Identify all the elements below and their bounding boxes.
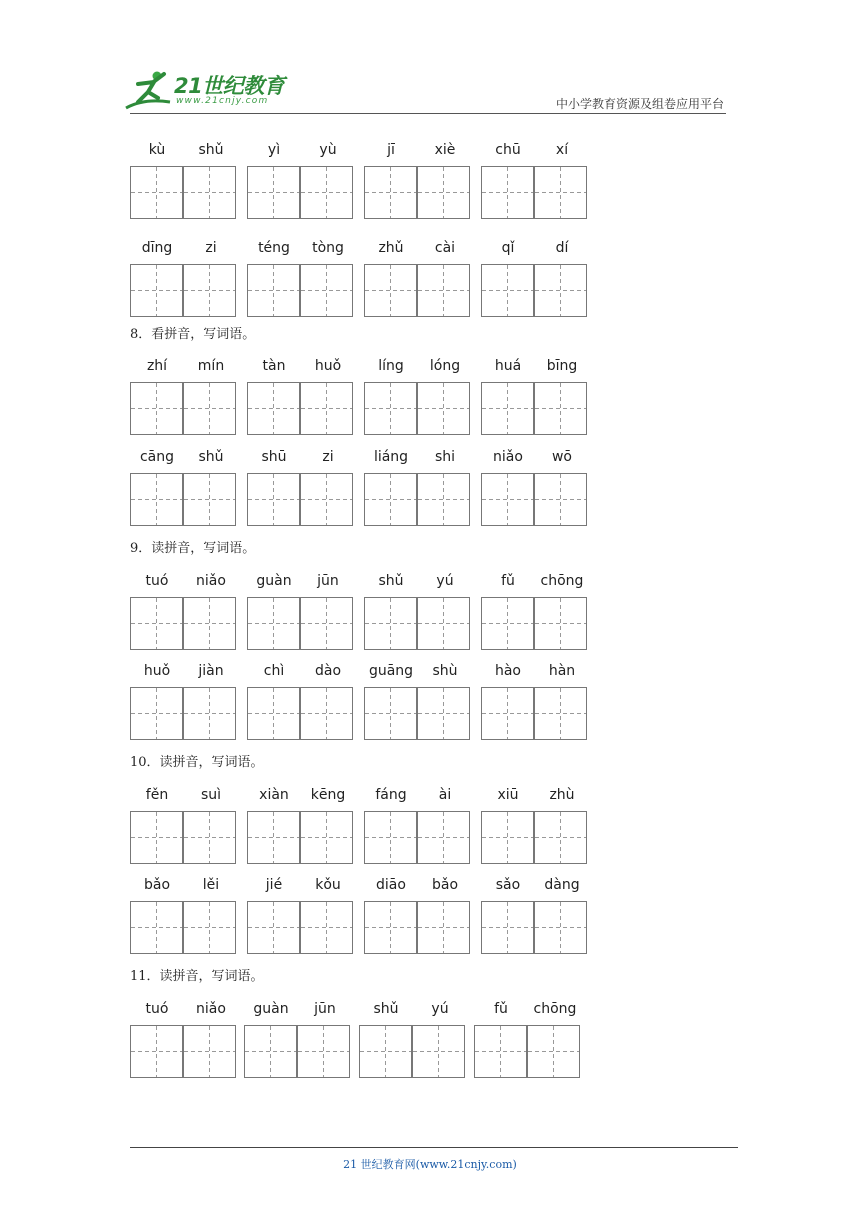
pinyin-label: zhǔ bbox=[378, 240, 404, 256]
writing-grid-cell[interactable] bbox=[300, 901, 353, 954]
pinyin-label: chōng bbox=[540, 573, 584, 589]
writing-grid-cell[interactable] bbox=[481, 901, 534, 954]
pinyin-label: niǎo bbox=[196, 573, 226, 589]
writing-grid-cell[interactable] bbox=[247, 382, 300, 435]
writing-grid-cell[interactable] bbox=[247, 687, 300, 740]
pinyin-label: bǎo bbox=[143, 877, 171, 893]
pinyin-row bbox=[130, 447, 600, 527]
pinyin-label: jūn bbox=[317, 573, 339, 589]
writing-grid-cell[interactable] bbox=[417, 597, 470, 650]
pinyin-row bbox=[130, 875, 600, 955]
pinyin-label: jūn bbox=[314, 1001, 336, 1017]
pinyin-label: yú bbox=[436, 573, 454, 589]
word-box bbox=[481, 875, 589, 955]
writing-grid-cell[interactable] bbox=[364, 473, 417, 526]
word-box bbox=[481, 785, 589, 865]
writing-grid-cell[interactable] bbox=[364, 166, 417, 219]
word-box bbox=[247, 140, 355, 220]
writing-grid-cell[interactable] bbox=[183, 597, 236, 650]
writing-grid-cell[interactable] bbox=[474, 1025, 527, 1078]
word-box bbox=[130, 875, 238, 955]
writing-grid-cell[interactable] bbox=[481, 811, 534, 864]
pinyin-row bbox=[130, 785, 600, 865]
pinyin-label: dīng bbox=[141, 240, 173, 256]
pinyin-label: huǒ bbox=[143, 663, 171, 679]
pinyin-label: tàn bbox=[262, 358, 286, 374]
pinyin-label: dí bbox=[555, 240, 569, 256]
writing-grid-cell[interactable] bbox=[183, 1025, 236, 1078]
word-box bbox=[364, 661, 472, 741]
pinyin-row bbox=[130, 140, 600, 220]
pinyin-label: jī bbox=[387, 142, 395, 158]
writing-grid-cell[interactable] bbox=[364, 901, 417, 954]
word-box bbox=[247, 875, 355, 955]
pinyin-label: kù bbox=[148, 142, 166, 158]
pinyin-label: shi bbox=[434, 449, 456, 465]
writing-grid-cell[interactable] bbox=[481, 166, 534, 219]
word-box bbox=[130, 447, 238, 527]
writing-grid-cell[interactable] bbox=[183, 901, 236, 954]
pinyin-label: xiàn bbox=[259, 787, 289, 803]
writing-grid-cell[interactable] bbox=[244, 1025, 297, 1078]
pinyin-label: niǎo bbox=[493, 449, 523, 465]
writing-grid-cell[interactable] bbox=[534, 687, 587, 740]
question-title: 9．读拼音，写词语。 bbox=[130, 541, 256, 556]
pinyin-label: mín bbox=[197, 358, 225, 374]
word-box bbox=[247, 356, 355, 436]
pinyin-label: niǎo bbox=[196, 1001, 226, 1017]
question-title: 10．读拼音，写词语。 bbox=[130, 755, 264, 770]
writing-grid-cell[interactable] bbox=[534, 473, 587, 526]
writing-grid-cell[interactable] bbox=[297, 1025, 350, 1078]
pinyin-label: lóng bbox=[429, 358, 461, 374]
pinyin-label: líng bbox=[378, 358, 404, 374]
writing-grid-cell[interactable] bbox=[247, 811, 300, 864]
writing-grid-cell[interactable] bbox=[300, 597, 353, 650]
pinyin-label: bīng bbox=[546, 358, 578, 374]
word-box bbox=[130, 140, 238, 220]
writing-grid-cell[interactable] bbox=[534, 811, 587, 864]
pinyin-label: xí bbox=[555, 142, 569, 158]
word-box bbox=[481, 238, 589, 318]
pinyin-label: huǒ bbox=[314, 358, 342, 374]
pinyin-label: chōng bbox=[533, 1001, 577, 1017]
pinyin-label: jiàn bbox=[198, 663, 224, 679]
pinyin-row bbox=[130, 571, 600, 651]
pinyin-label: bǎo bbox=[431, 877, 459, 893]
pinyin-label: jié bbox=[265, 877, 283, 893]
writing-grid-cell[interactable] bbox=[130, 597, 183, 650]
pinyin-label: hào bbox=[494, 663, 522, 679]
pinyin-row bbox=[130, 356, 600, 436]
pinyin-label: shù bbox=[432, 663, 458, 679]
writing-grid-cell[interactable] bbox=[481, 597, 534, 650]
word-box bbox=[247, 238, 355, 318]
writing-grid-cell[interactable] bbox=[183, 382, 236, 435]
pinyin-label: shǔ bbox=[198, 449, 224, 465]
writing-grid-cell[interactable] bbox=[364, 811, 417, 864]
writing-grid-cell[interactable] bbox=[481, 473, 534, 526]
writing-grid-cell[interactable] bbox=[417, 166, 470, 219]
word-box bbox=[130, 785, 238, 865]
pinyin-label: shǔ bbox=[378, 573, 404, 589]
pinyin-label: liáng bbox=[373, 449, 409, 465]
writing-grid-cell[interactable] bbox=[247, 597, 300, 650]
word-box bbox=[130, 238, 238, 318]
pinyin-label: hàn bbox=[548, 663, 576, 679]
pinyin-label: shǔ bbox=[198, 142, 224, 158]
writing-grid-cell[interactable] bbox=[417, 901, 470, 954]
pinyin-label: diāo bbox=[376, 877, 406, 893]
writing-grid-cell[interactable] bbox=[130, 1025, 183, 1078]
logo-url: www.21cnjy.com bbox=[176, 96, 269, 106]
pinyin-label: qǐ bbox=[501, 240, 515, 256]
pinyin-label: zi bbox=[322, 449, 334, 465]
pinyin-row bbox=[130, 661, 600, 741]
writing-grid-cell[interactable] bbox=[130, 811, 183, 864]
writing-grid-cell[interactable] bbox=[300, 264, 353, 317]
writing-grid-cell[interactable] bbox=[300, 811, 353, 864]
writing-grid-cell[interactable] bbox=[417, 382, 470, 435]
writing-grid-cell[interactable] bbox=[364, 597, 417, 650]
pinyin-label: dào bbox=[314, 663, 342, 679]
question-title: 11．读拼音，写词语。 bbox=[130, 969, 264, 984]
pinyin-label: guàn bbox=[256, 573, 292, 589]
header-divider bbox=[130, 113, 726, 114]
pinyin-label: wō bbox=[551, 449, 572, 465]
writing-grid-cell[interactable] bbox=[364, 264, 417, 317]
writing-grid-cell[interactable] bbox=[130, 901, 183, 954]
pinyin-label: sǎo bbox=[495, 877, 521, 893]
word-box bbox=[247, 447, 355, 527]
pinyin-label: tòng bbox=[312, 240, 344, 256]
writing-grid-cell[interactable] bbox=[481, 687, 534, 740]
logo bbox=[124, 68, 294, 114]
writing-grid-cell[interactable] bbox=[300, 382, 353, 435]
pinyin-row bbox=[130, 999, 600, 1079]
writing-grid-cell[interactable] bbox=[364, 382, 417, 435]
word-box bbox=[364, 140, 472, 220]
pinyin-label: guàn bbox=[253, 1001, 289, 1017]
writing-grid-cell[interactable] bbox=[247, 901, 300, 954]
writing-grid-cell[interactable] bbox=[417, 473, 470, 526]
pinyin-label: zhù bbox=[549, 787, 575, 803]
writing-grid-cell[interactable] bbox=[534, 597, 587, 650]
word-box bbox=[247, 661, 355, 741]
writing-grid-cell[interactable] bbox=[412, 1025, 465, 1078]
pinyin-label: shǔ bbox=[373, 1001, 399, 1017]
writing-grid-cell[interactable] bbox=[247, 473, 300, 526]
word-box bbox=[474, 999, 582, 1079]
word-box bbox=[130, 571, 238, 651]
writing-grid-cell[interactable] bbox=[527, 1025, 580, 1078]
footer-divider bbox=[130, 1147, 738, 1148]
runner-logo-icon bbox=[124, 68, 174, 114]
word-box bbox=[244, 999, 352, 1079]
writing-grid-cell[interactable] bbox=[300, 166, 353, 219]
writing-grid-cell[interactable] bbox=[183, 687, 236, 740]
pinyin-label: tuó bbox=[145, 1001, 169, 1017]
pinyin-label: ài bbox=[438, 787, 452, 803]
pinyin-label: chū bbox=[495, 142, 521, 158]
footer-text[interactable]: 21 世纪教育网(www.21cnjy.com) bbox=[343, 1158, 517, 1171]
logo-text: 21世纪教育 bbox=[174, 74, 285, 98]
pinyin-label: dàng bbox=[544, 877, 580, 893]
pinyin-label: xiè bbox=[434, 142, 456, 158]
pinyin-label: suì bbox=[200, 787, 222, 803]
writing-grid-cell[interactable] bbox=[300, 687, 353, 740]
writing-grid-cell[interactable] bbox=[130, 382, 183, 435]
writing-grid-cell[interactable] bbox=[183, 473, 236, 526]
pinyin-label: yù bbox=[319, 142, 337, 158]
word-box bbox=[130, 661, 238, 741]
word-box bbox=[364, 785, 472, 865]
writing-grid-cell[interactable] bbox=[417, 811, 470, 864]
writing-grid-cell[interactable] bbox=[481, 264, 534, 317]
writing-grid-cell[interactable] bbox=[183, 264, 236, 317]
pinyin-label: yì bbox=[267, 142, 281, 158]
writing-grid-cell[interactable] bbox=[130, 473, 183, 526]
word-box bbox=[364, 571, 472, 651]
pinyin-label: tuó bbox=[145, 573, 169, 589]
pinyin-label: téng bbox=[258, 240, 290, 256]
writing-grid-cell[interactable] bbox=[534, 382, 587, 435]
writing-grid-cell[interactable] bbox=[183, 166, 236, 219]
word-box bbox=[359, 999, 467, 1079]
page-header bbox=[0, 0, 860, 120]
pinyin-row bbox=[130, 238, 600, 318]
pinyin-label: lěi bbox=[202, 877, 220, 893]
word-box bbox=[481, 571, 589, 651]
pinyin-label: chì bbox=[263, 663, 285, 679]
writing-grid-cell[interactable] bbox=[183, 811, 236, 864]
pinyin-label: fǔ bbox=[501, 573, 515, 589]
word-box bbox=[247, 785, 355, 865]
writing-grid-cell[interactable] bbox=[534, 166, 587, 219]
pinyin-label: shū bbox=[261, 449, 287, 465]
writing-grid-cell[interactable] bbox=[247, 264, 300, 317]
writing-grid-cell[interactable] bbox=[130, 264, 183, 317]
pinyin-label: zhí bbox=[146, 358, 168, 374]
pinyin-label: fěn bbox=[145, 787, 169, 803]
pinyin-label: fáng bbox=[375, 787, 407, 803]
pinyin-label: guāng bbox=[368, 663, 414, 679]
platform-name: 中小学教育资源及组卷应用平台 bbox=[555, 97, 724, 111]
pinyin-label: cài bbox=[434, 240, 456, 256]
word-box bbox=[130, 356, 238, 436]
word-box bbox=[364, 875, 472, 955]
pinyin-label: zi bbox=[205, 240, 217, 256]
writing-grid-cell[interactable] bbox=[417, 687, 470, 740]
word-box bbox=[364, 447, 472, 527]
word-box bbox=[481, 140, 589, 220]
writing-grid-cell[interactable] bbox=[247, 166, 300, 219]
writing-grid-cell[interactable] bbox=[417, 264, 470, 317]
question-title: 8．看拼音，写词语。 bbox=[130, 327, 256, 342]
word-box bbox=[247, 571, 355, 651]
pinyin-label: cāng bbox=[139, 449, 175, 465]
writing-grid-cell[interactable] bbox=[481, 382, 534, 435]
writing-grid-cell[interactable] bbox=[359, 1025, 412, 1078]
pinyin-label: yú bbox=[431, 1001, 449, 1017]
writing-grid-cell[interactable] bbox=[534, 901, 587, 954]
word-box bbox=[364, 356, 472, 436]
word-box bbox=[130, 999, 238, 1079]
writing-grid-cell[interactable] bbox=[364, 687, 417, 740]
writing-grid-cell[interactable] bbox=[300, 473, 353, 526]
writing-grid-cell[interactable] bbox=[130, 687, 183, 740]
word-box bbox=[481, 356, 589, 436]
writing-grid-cell[interactable] bbox=[534, 264, 587, 317]
word-box bbox=[481, 447, 589, 527]
writing-grid-cell[interactable] bbox=[130, 166, 183, 219]
pinyin-label: fǔ bbox=[494, 1001, 508, 1017]
pinyin-label: xiū bbox=[497, 787, 519, 803]
word-box bbox=[364, 238, 472, 318]
word-box bbox=[481, 661, 589, 741]
pinyin-label: huá bbox=[494, 358, 522, 374]
pinyin-label: kǒu bbox=[315, 877, 341, 893]
pinyin-label: kēng bbox=[310, 787, 346, 803]
